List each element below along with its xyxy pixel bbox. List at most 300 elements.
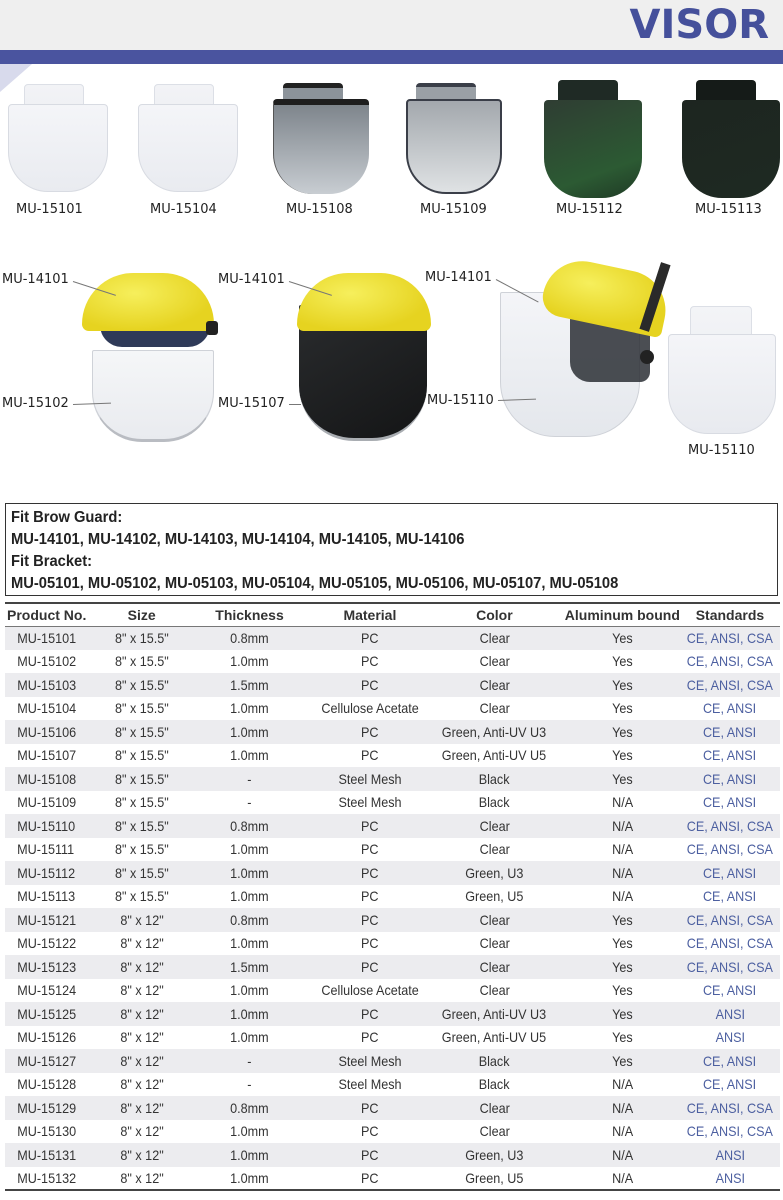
table-row bbox=[5, 1073, 780, 1097]
cell-text: MU-15104 bbox=[17, 700, 77, 717]
cell-aluminum-bound bbox=[565, 1002, 680, 1026]
cell-color bbox=[424, 861, 565, 885]
visor-label: MU-15110 bbox=[688, 443, 755, 458]
cell-text: CE, ANSI, CSA bbox=[686, 958, 774, 975]
page-title: VISOR bbox=[629, 2, 769, 48]
cell-text: Clear bbox=[479, 982, 510, 999]
cell-aluminum-bound bbox=[565, 838, 680, 862]
cell-text: MU-15125 bbox=[17, 1005, 77, 1022]
cell-text: PC bbox=[361, 747, 379, 764]
cell-text: 1.0mm bbox=[230, 1123, 269, 1140]
table-row bbox=[5, 744, 780, 768]
cell-aluminum-bound bbox=[565, 1049, 680, 1073]
cell-aluminum-bound bbox=[565, 744, 680, 768]
cell-size bbox=[100, 979, 183, 1003]
cell-text: N/A bbox=[611, 1099, 633, 1116]
cell-color bbox=[424, 1049, 565, 1073]
cell-text: N/A bbox=[611, 888, 633, 905]
cell-material bbox=[316, 626, 424, 650]
cell-thickness bbox=[183, 744, 316, 768]
cell-material bbox=[316, 1026, 424, 1050]
cell-text: 1.0mm bbox=[230, 888, 269, 905]
cell-text: PC bbox=[361, 888, 379, 905]
cell-product-no bbox=[5, 932, 100, 956]
cell-text: PC bbox=[361, 1169, 379, 1186]
cell-size bbox=[100, 626, 183, 650]
cell-color bbox=[424, 908, 565, 932]
cell-text: Yes bbox=[612, 747, 633, 764]
cell-color bbox=[424, 1096, 565, 1120]
table-row bbox=[5, 791, 780, 815]
cell-product-no bbox=[5, 626, 100, 650]
cell-thickness bbox=[183, 908, 316, 932]
brow-guard-label: MU-14101 bbox=[2, 272, 69, 287]
cell-thickness bbox=[183, 673, 316, 697]
cell-product-no bbox=[5, 1167, 100, 1191]
cell-text: 8" x 15.5" bbox=[114, 700, 169, 717]
cell-size bbox=[100, 650, 183, 674]
cell-color bbox=[424, 885, 565, 909]
cell-standards bbox=[680, 1002, 780, 1026]
cell-text: 1.0mm bbox=[230, 700, 269, 717]
cell-text: N/A bbox=[611, 1169, 633, 1186]
cell-thickness bbox=[183, 1143, 316, 1167]
cell-text: 1.0mm bbox=[230, 723, 269, 740]
cell-text: PC bbox=[361, 676, 379, 693]
cell-material bbox=[316, 767, 424, 791]
cell-text: Green, Anti-UV U5 bbox=[442, 1029, 547, 1046]
cell-material bbox=[316, 720, 424, 744]
cell-text: 8" x 12" bbox=[120, 958, 164, 975]
cell-color bbox=[424, 720, 565, 744]
cell-material bbox=[316, 1167, 424, 1191]
cell-text: Green, Anti-UV U3 bbox=[442, 1005, 547, 1022]
cell-text: Clear bbox=[479, 653, 510, 670]
cell-color bbox=[424, 1026, 565, 1050]
cell-text: Yes bbox=[612, 700, 633, 717]
table-row bbox=[5, 885, 780, 909]
cell-color bbox=[424, 650, 565, 674]
cell-thickness bbox=[183, 791, 316, 815]
cell-text: Yes bbox=[612, 958, 633, 975]
cell-text: 8" x 15.5" bbox=[114, 817, 169, 834]
cell-text: Clear bbox=[479, 1099, 510, 1116]
cell-text: CE, ANSI, CSA bbox=[686, 911, 774, 928]
cell-size bbox=[100, 1049, 183, 1073]
cell-product-no bbox=[5, 1096, 100, 1120]
cell-standards bbox=[680, 979, 780, 1003]
page-header bbox=[0, 0, 783, 50]
cell-text: CE, ANSI bbox=[703, 747, 757, 764]
cell-color bbox=[424, 767, 565, 791]
cell-material bbox=[316, 932, 424, 956]
cell-text: - bbox=[247, 770, 252, 787]
cell-size bbox=[100, 861, 183, 885]
cell-thickness bbox=[183, 955, 316, 979]
cell-text: MU-15108 bbox=[17, 770, 77, 787]
cell-text: MU-15121 bbox=[17, 911, 77, 928]
cell-text: MU-15122 bbox=[17, 935, 77, 952]
cell-text: 1.0mm bbox=[230, 982, 269, 999]
cell-size bbox=[100, 1096, 183, 1120]
bracket-heading: Fit Bracket: bbox=[11, 553, 93, 570]
cell-thickness bbox=[183, 932, 316, 956]
table-row bbox=[5, 1120, 780, 1144]
cell-text: 1.0mm bbox=[230, 935, 269, 952]
cell-standards bbox=[680, 697, 780, 721]
cell-product-no bbox=[5, 1049, 100, 1073]
cell-standards bbox=[680, 626, 780, 650]
cell-size bbox=[100, 908, 183, 932]
cell-thickness bbox=[183, 1026, 316, 1050]
cell-text: 8" x 15.5" bbox=[114, 888, 169, 905]
visor-label: MU-15101 bbox=[16, 202, 83, 217]
cell-text: MU-15102 bbox=[17, 653, 77, 670]
cell-text: Yes bbox=[612, 1052, 633, 1069]
cell-color bbox=[424, 838, 565, 862]
cell-text: MU-15110 bbox=[17, 817, 76, 834]
cell-color bbox=[424, 1002, 565, 1026]
cell-text: 8" x 12" bbox=[120, 935, 164, 952]
cell-thickness bbox=[183, 885, 316, 909]
cell-color bbox=[424, 1143, 565, 1167]
cell-material bbox=[316, 1096, 424, 1120]
table-row bbox=[5, 697, 780, 721]
cell-text: 0.8mm bbox=[230, 1099, 269, 1116]
cell-text: 1.0mm bbox=[230, 653, 269, 670]
cell-product-no bbox=[5, 673, 100, 697]
cell-size bbox=[100, 791, 183, 815]
cell-product-no bbox=[5, 1026, 100, 1050]
cell-text: CE, ANSI bbox=[703, 864, 757, 881]
cell-text: Yes bbox=[612, 1005, 633, 1022]
cell-text: CE, ANSI bbox=[703, 770, 757, 787]
cell-text: 8" x 15.5" bbox=[114, 770, 169, 787]
cell-text: CE, ANSI, CSA bbox=[686, 630, 774, 646]
cell-text: 0.8mm bbox=[230, 630, 269, 646]
cell-size bbox=[100, 885, 183, 909]
cell-text: ANSI bbox=[715, 1029, 745, 1046]
cell-standards bbox=[680, 932, 780, 956]
cell-text: MU-15131 bbox=[17, 1146, 77, 1163]
cell-product-no bbox=[5, 791, 100, 815]
cell-material bbox=[316, 744, 424, 768]
cell-text: 1.0mm bbox=[230, 747, 269, 764]
cell-text: Yes bbox=[612, 770, 633, 787]
cell-material bbox=[316, 908, 424, 932]
table-row bbox=[5, 673, 780, 697]
cell-text: 1.5mm bbox=[230, 676, 269, 693]
cell-product-no bbox=[5, 697, 100, 721]
cell-text: PC bbox=[361, 653, 379, 670]
cell-material bbox=[316, 979, 424, 1003]
cell-standards bbox=[680, 1120, 780, 1144]
cell-text: PC bbox=[361, 841, 379, 858]
cell-text: 8" x 15.5" bbox=[114, 653, 169, 670]
cell-standards bbox=[680, 1167, 780, 1191]
cell-text: ANSI bbox=[715, 1169, 745, 1186]
cell-aluminum-bound bbox=[565, 673, 680, 697]
cell-thickness bbox=[183, 1002, 316, 1026]
cell-text: 8" x 12" bbox=[120, 1099, 164, 1116]
visor-image-grey bbox=[273, 83, 373, 198]
cell-text: CE, ANSI bbox=[703, 1052, 757, 1069]
cell-aluminum-bound bbox=[565, 720, 680, 744]
table-row bbox=[5, 1096, 780, 1120]
cell-text: CE, ANSI bbox=[703, 1076, 757, 1093]
cell-text: Black bbox=[478, 770, 510, 787]
table-row bbox=[5, 1049, 780, 1073]
cell-thickness bbox=[183, 650, 316, 674]
cell-product-no bbox=[5, 1073, 100, 1097]
cell-text: 8" x 12" bbox=[120, 1169, 164, 1186]
cell-text: N/A bbox=[611, 794, 633, 811]
cell-color bbox=[424, 955, 565, 979]
column-header-thickness: Thickness bbox=[183, 603, 316, 626]
cell-color bbox=[424, 979, 565, 1003]
cell-text: 8" x 12" bbox=[120, 1123, 164, 1140]
cell-thickness bbox=[183, 626, 316, 650]
cell-text: CE, ANSI bbox=[703, 700, 757, 717]
column-header-material: Material bbox=[316, 603, 424, 626]
visor-label: MU-15113 bbox=[695, 202, 762, 217]
cell-standards bbox=[680, 767, 780, 791]
cell-text: 8" x 12" bbox=[120, 1005, 164, 1022]
table-row bbox=[5, 1026, 780, 1050]
cell-aluminum-bound bbox=[565, 1120, 680, 1144]
cell-text: PC bbox=[361, 1099, 379, 1116]
cell-text: 8" x 12" bbox=[120, 982, 164, 999]
cell-product-no bbox=[5, 1143, 100, 1167]
cell-material bbox=[316, 1143, 424, 1167]
cell-text: MU-15127 bbox=[17, 1052, 77, 1069]
cell-color bbox=[424, 626, 565, 650]
cell-text: CE, ANSI, CSA bbox=[686, 935, 774, 952]
visor-image-mesh bbox=[406, 83, 506, 198]
cell-text: Clear bbox=[479, 676, 510, 693]
cell-text: PC bbox=[361, 911, 379, 928]
cell-thickness bbox=[183, 1120, 316, 1144]
compatibility-box bbox=[5, 503, 778, 596]
cell-aluminum-bound bbox=[565, 767, 680, 791]
cell-text: N/A bbox=[611, 841, 633, 858]
cell-text: MU-15130 bbox=[17, 1123, 77, 1140]
cell-product-no bbox=[5, 885, 100, 909]
cell-product-no bbox=[5, 1120, 100, 1144]
cell-text: Yes bbox=[612, 630, 633, 646]
cell-thickness bbox=[183, 838, 316, 862]
cell-standards bbox=[680, 908, 780, 932]
visor-label: MU-15102 bbox=[2, 396, 69, 411]
cell-standards bbox=[680, 720, 780, 744]
cell-standards bbox=[680, 885, 780, 909]
cell-aluminum-bound bbox=[565, 908, 680, 932]
cell-text: Green, U3 bbox=[465, 864, 524, 881]
cell-text: 8" x 15.5" bbox=[114, 747, 169, 764]
visor-image-clear bbox=[8, 84, 113, 194]
cell-product-no bbox=[5, 838, 100, 862]
cell-standards bbox=[680, 955, 780, 979]
cell-aluminum-bound bbox=[565, 955, 680, 979]
cell-text: 8" x 15.5" bbox=[114, 723, 169, 740]
cell-standards bbox=[680, 1026, 780, 1050]
cell-text: CE, ANSI, CSA bbox=[686, 653, 774, 670]
cell-aluminum-bound bbox=[565, 1143, 680, 1167]
cell-text: Clear bbox=[479, 911, 510, 928]
cell-color bbox=[424, 744, 565, 768]
cell-size bbox=[100, 1026, 183, 1050]
column-header-color: Color bbox=[424, 603, 565, 626]
cell-text: - bbox=[247, 794, 252, 811]
cell-aluminum-bound bbox=[565, 979, 680, 1003]
cell-aluminum-bound bbox=[565, 861, 680, 885]
cell-standards bbox=[680, 791, 780, 815]
cell-color bbox=[424, 1167, 565, 1191]
cell-text: 1.0mm bbox=[230, 1146, 269, 1163]
cell-text: 1.0mm bbox=[230, 841, 269, 858]
cell-aluminum-bound bbox=[565, 1026, 680, 1050]
cell-size bbox=[100, 673, 183, 697]
cell-text: CE, ANSI, CSA bbox=[686, 1099, 774, 1116]
cell-standards bbox=[680, 1143, 780, 1167]
cell-material bbox=[316, 814, 424, 838]
visor-label: MU-15108 bbox=[286, 202, 353, 217]
cell-size bbox=[100, 1167, 183, 1191]
cell-aluminum-bound bbox=[565, 885, 680, 909]
cell-text: Cellulose Acetate bbox=[321, 982, 419, 999]
cell-size bbox=[100, 1143, 183, 1167]
cell-text: 8" x 15.5" bbox=[114, 630, 169, 646]
cell-text: PC bbox=[361, 630, 379, 646]
cell-thickness bbox=[183, 1073, 316, 1097]
cell-text: 1.0mm bbox=[230, 864, 269, 881]
cell-text: N/A bbox=[611, 1076, 633, 1093]
specifications-table bbox=[5, 602, 780, 1191]
cell-text: Black bbox=[478, 794, 510, 811]
cell-aluminum-bound bbox=[565, 814, 680, 838]
cell-color bbox=[424, 1120, 565, 1144]
cell-text: PC bbox=[361, 723, 379, 740]
cell-text: PC bbox=[361, 1005, 379, 1022]
cell-aluminum-bound bbox=[565, 1167, 680, 1191]
cell-text: Clear bbox=[479, 841, 510, 858]
cell-product-no bbox=[5, 979, 100, 1003]
cell-text: 1.5mm bbox=[230, 958, 269, 975]
cell-product-no bbox=[5, 767, 100, 791]
cell-text: Yes bbox=[612, 935, 633, 952]
visor-label: MU-15104 bbox=[150, 202, 217, 217]
cell-text: 1.0mm bbox=[230, 1005, 269, 1022]
cell-product-no bbox=[5, 1002, 100, 1026]
table-row bbox=[5, 650, 780, 674]
cell-text: Yes bbox=[612, 1029, 633, 1046]
table-row bbox=[5, 838, 780, 862]
cell-standards bbox=[680, 814, 780, 838]
cell-aluminum-bound bbox=[565, 1096, 680, 1120]
cell-text: Yes bbox=[612, 653, 633, 670]
cell-aluminum-bound bbox=[565, 626, 680, 650]
cell-standards bbox=[680, 1049, 780, 1073]
column-header-size: Size bbox=[100, 603, 183, 626]
cell-text: 8" x 12" bbox=[120, 1146, 164, 1163]
cell-thickness bbox=[183, 979, 316, 1003]
cell-text: CE, ANSI bbox=[703, 723, 757, 740]
cell-text: CE, ANSI bbox=[703, 982, 757, 999]
cell-text: - bbox=[247, 1076, 252, 1093]
cell-text: PC bbox=[361, 864, 379, 881]
cell-size bbox=[100, 814, 183, 838]
visor-label: MU-15112 bbox=[556, 202, 623, 217]
cell-size bbox=[100, 1002, 183, 1026]
cell-text: PC bbox=[361, 817, 379, 834]
cell-standards bbox=[680, 838, 780, 862]
cell-material bbox=[316, 650, 424, 674]
cell-text: Green, U5 bbox=[465, 888, 524, 905]
cell-standards bbox=[680, 673, 780, 697]
table-row bbox=[5, 979, 780, 1003]
cell-text: MU-15111 bbox=[17, 841, 75, 858]
cell-text: N/A bbox=[611, 1123, 633, 1140]
cell-size bbox=[100, 932, 183, 956]
table-row bbox=[5, 1002, 780, 1026]
cell-size bbox=[100, 955, 183, 979]
cell-product-no bbox=[5, 744, 100, 768]
cell-text: 0.8mm bbox=[230, 911, 269, 928]
header-accent-bar bbox=[0, 50, 783, 64]
cell-text: 8" x 15.5" bbox=[114, 794, 169, 811]
cell-text: 8" x 12" bbox=[120, 1029, 164, 1046]
cell-text: Steel Mesh bbox=[338, 794, 402, 811]
cell-text: CE, ANSI, CSA bbox=[686, 1123, 774, 1140]
cell-size bbox=[100, 720, 183, 744]
cell-text: PC bbox=[361, 1146, 379, 1163]
cell-text: Steel Mesh bbox=[338, 1052, 402, 1069]
cell-text: Clear bbox=[479, 935, 510, 952]
cell-size bbox=[100, 744, 183, 768]
cell-text: 8" x 15.5" bbox=[114, 841, 169, 858]
cell-text: MU-15103 bbox=[17, 676, 77, 693]
cell-product-no bbox=[5, 720, 100, 744]
cell-text: MU-15124 bbox=[17, 982, 77, 999]
cell-material bbox=[316, 838, 424, 862]
cell-color bbox=[424, 791, 565, 815]
visor-image-clear-standalone bbox=[668, 306, 780, 438]
cell-text: Green, Anti-UV U5 bbox=[442, 747, 547, 764]
cell-text: 1.0mm bbox=[230, 1169, 269, 1186]
cell-text: 8" x 15.5" bbox=[114, 676, 169, 693]
column-header-standards: Standards bbox=[680, 603, 780, 626]
cell-aluminum-bound bbox=[565, 932, 680, 956]
table-row bbox=[5, 955, 780, 979]
brow-guard-label: MU-14101 bbox=[425, 270, 492, 285]
cell-color bbox=[424, 932, 565, 956]
cell-standards bbox=[680, 744, 780, 768]
cell-text: 8" x 12" bbox=[120, 1076, 164, 1093]
cell-size bbox=[100, 767, 183, 791]
cell-product-no bbox=[5, 861, 100, 885]
table-row bbox=[5, 720, 780, 744]
table-header-row bbox=[5, 603, 780, 626]
cell-text: Cellulose Acetate bbox=[321, 700, 419, 717]
cell-thickness bbox=[183, 1096, 316, 1120]
cell-text: Green, U3 bbox=[465, 1146, 524, 1163]
cell-text: PC bbox=[361, 1123, 379, 1140]
cell-standards bbox=[680, 861, 780, 885]
cell-size bbox=[100, 838, 183, 862]
cell-thickness bbox=[183, 1167, 316, 1191]
cell-material bbox=[316, 1049, 424, 1073]
table-row bbox=[5, 908, 780, 932]
